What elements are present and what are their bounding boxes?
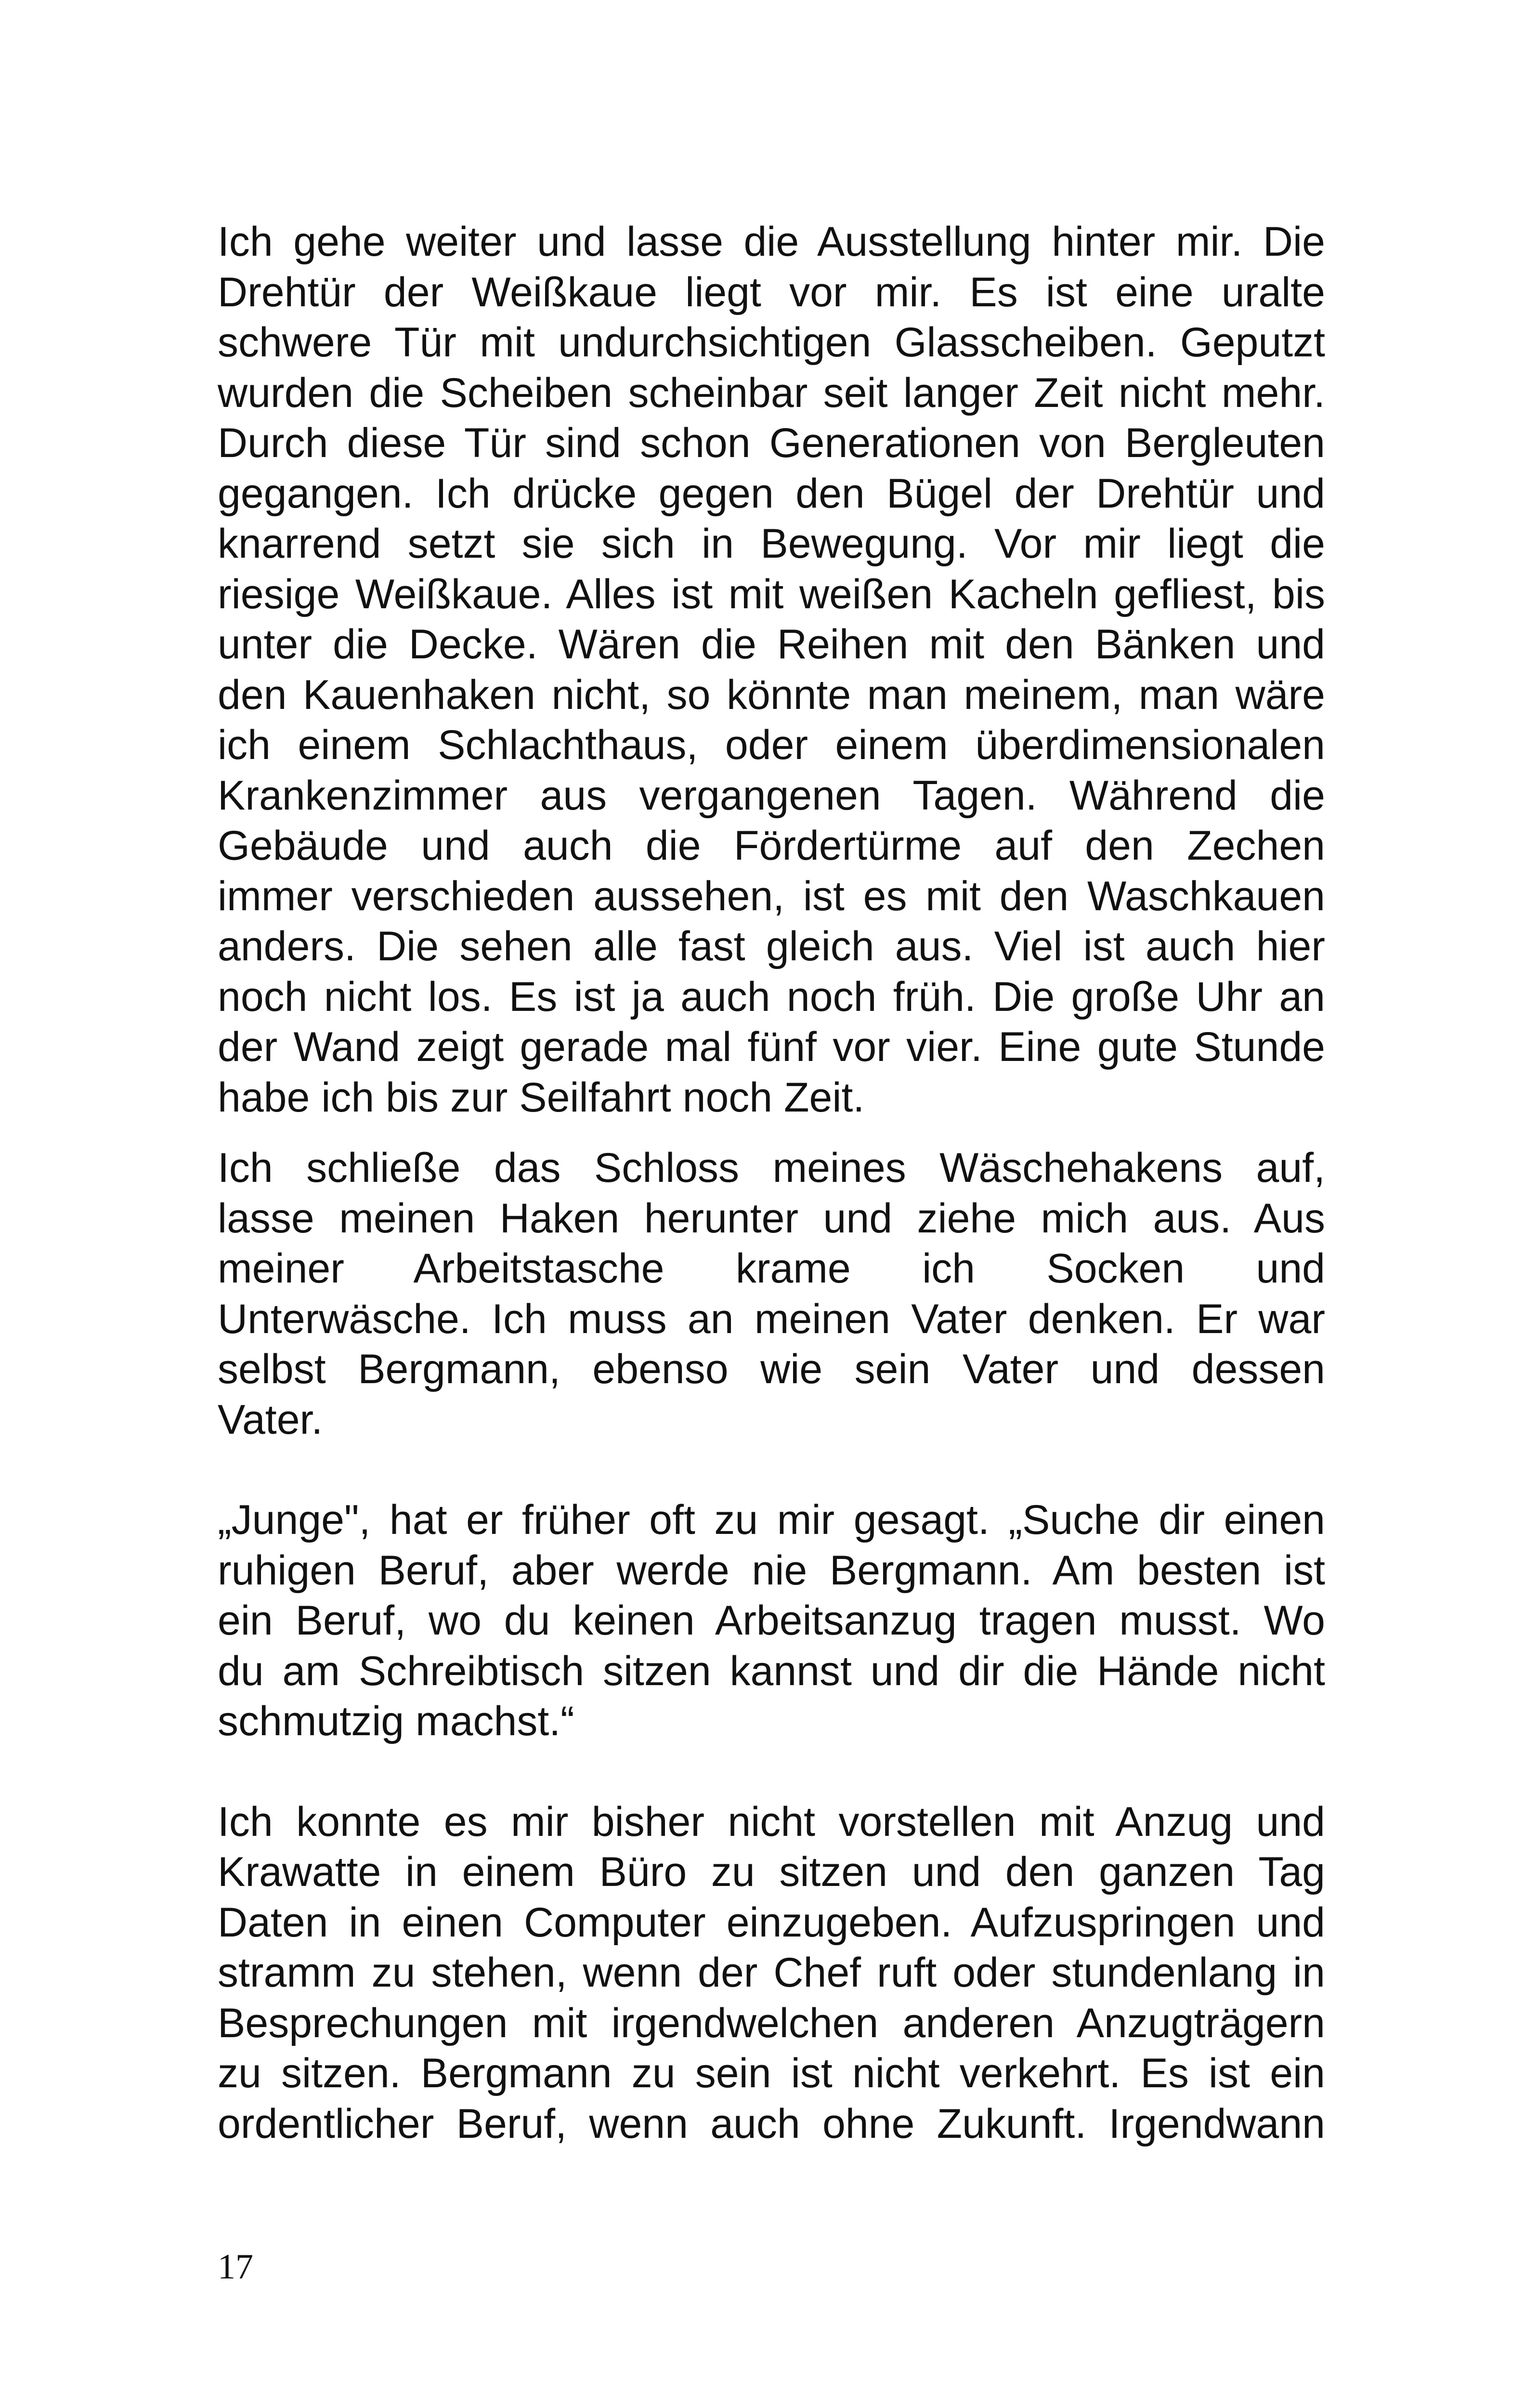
paragraph-4 [218,1797,1325,2149]
text-line: Vater. [218,1396,323,1443]
text-line: der Wand zeigt gerade mal fünf vor vier. Eine gute Stunde [218,1024,1325,1070]
text-line: lasse meinen Haken herunter und ziehe mich aus. Aus [218,1195,1325,1242]
text-line: Ich konnte es mir bisher nicht vorstellen mit Anzug und [218,1798,1325,1845]
text-line: zu sitzen. Bergmann zu sein ist nicht verkehrt. Es ist ein [218,2050,1325,2096]
text-line: ordentlicher Beruf, wenn auch ohne Zukunft. Irgendwann [218,2100,1325,2147]
text-line: anders. Die sehen alle fast gleich aus. Viel ist auch hier [218,923,1325,969]
text-line: den Kauenhaken nicht, so könnte man meinem, man wäre [218,671,1325,718]
text-line: stramm zu stehen, wenn der Chef ruft oder stundenlang in [218,1950,1325,1996]
text-line: schwere Tür mit undurchsichtigen Glasscheiben. Geputzt [218,319,1325,366]
text-line: Unterwäsche. Ich muss an meinen Vater denken. Er war [218,1296,1325,1342]
text-line: wurden die Scheiben scheinbar seit langer Zeit nicht mehr. [218,369,1325,416]
paragraph-1 [218,217,1325,1123]
text-line: riesige Weißkaue. Alles ist mit weißen Kacheln gefliest, bis [218,571,1325,617]
text-line: ein Beruf, wo du keinen Arbeitsanzug tragen musst. Wo [218,1597,1325,1644]
text-line: Ich gehe weiter und lasse die Ausstellung hinter mir. Die [218,219,1325,265]
text-line: Drehtür der Weißkaue liegt vor mir. Es ist eine uralte [218,269,1325,315]
text-line: Gebäude und auch die Fördertürme auf den Zechen [218,823,1325,869]
text-line: Durch diese Tür sind schon Generationen von Bergleuten [218,420,1325,466]
page-number: 17 [218,2247,253,2287]
text-line: ich einem Schlachthaus, oder einem überdimensionalen [218,722,1325,768]
text-line: meiner Arbeitstasche krame ich Socken und [218,1245,1325,1292]
text-line: Ich schließe das Schloss meines Wäschehakens auf, [218,1145,1325,1191]
text-line: Daten in einen Computer einzugeben. Aufzuspringen und [218,1899,1325,1946]
text-line: knarrend setzt sie sich in Bewegung. Vor mir liegt die [218,521,1325,567]
text-line: selbst Bergmann, ebenso wie sein Vater und dessen [218,1346,1325,1392]
text-line: „Junge", hat er früher oft zu mir gesagt. „Suche dir einen [218,1497,1325,1543]
text-line: noch nicht los. Es ist ja auch noch früh. Die große Uhr an [218,973,1325,1020]
text-line: du am Schreibtisch sitzen kannst und dir die Hände nicht [218,1648,1325,1694]
text-line: schmutzig machst.“ [218,1698,574,1744]
text-line: ruhigen Beruf, aber werde nie Bergmann. Am besten ist [218,1547,1325,1594]
text-line: immer verschieden aussehen, ist es mit den Waschkauen [218,873,1325,919]
text-line: gegangen. Ich drücke gegen den Bügel der Drehtür und [218,470,1325,517]
text-line: Besprechungen mit irgendwelchen anderen Anzugträgern [218,2000,1325,2046]
body-text [218,217,1325,2149]
paragraph-3 [218,1495,1325,1747]
text-line: habe ich bis zur Seilfahrt noch Zeit. [218,1074,865,1121]
text-line: Krankenzimmer aus vergangenen Tagen. Während die [218,772,1325,819]
text-line: Krawatte in einem Büro zu sitzen und den ganzen Tag [218,1849,1325,1895]
text-line: unter die Decke. Wären die Reihen mit den Bänken und [218,621,1325,667]
paragraph-2 [218,1143,1325,1445]
